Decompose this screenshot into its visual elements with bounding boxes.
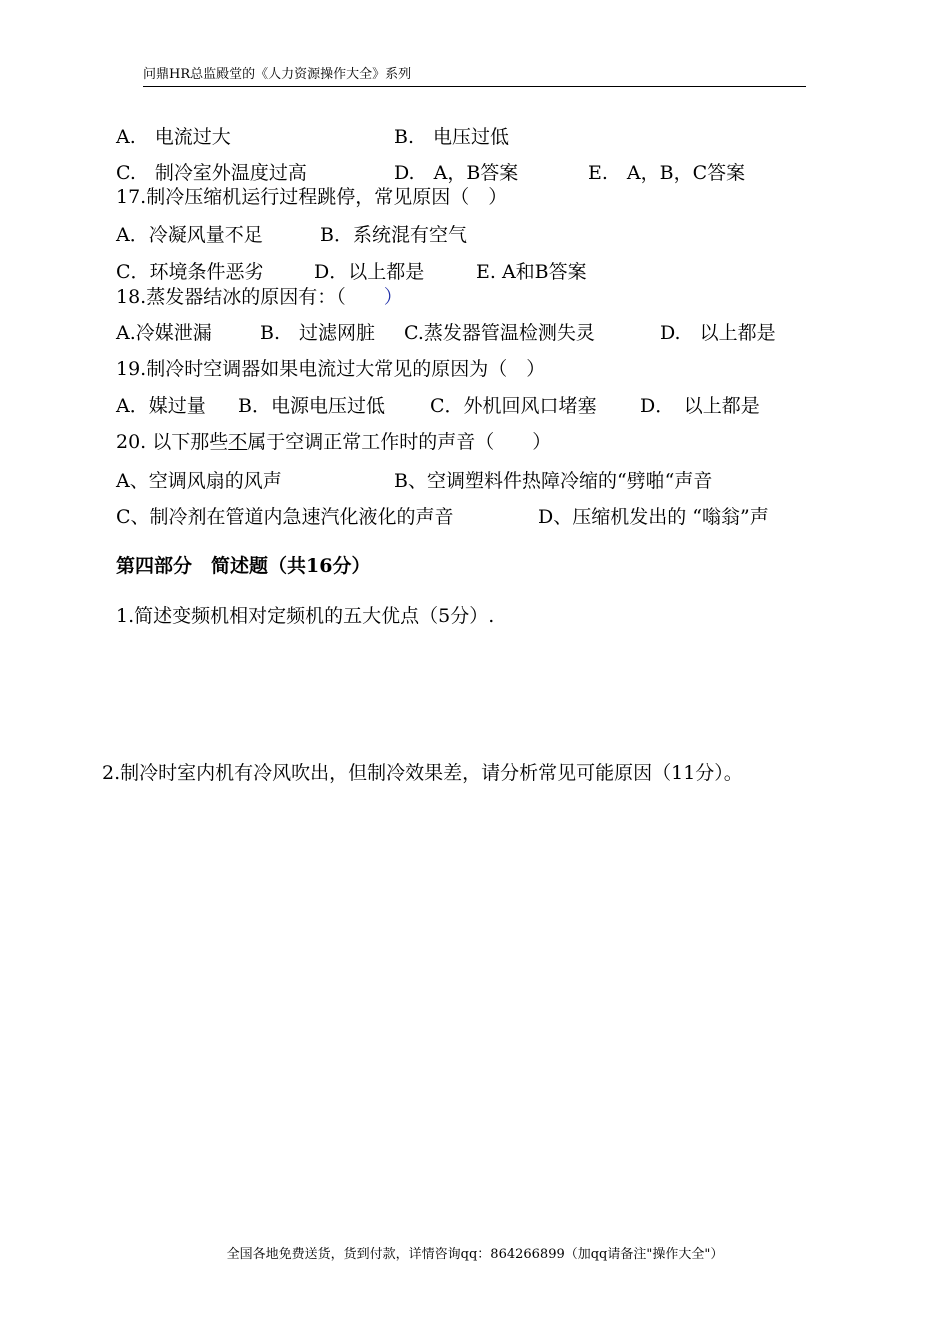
q19-option-c: C．外机回风口堵塞 bbox=[430, 395, 597, 417]
q16-option-d: D. A，B答案 bbox=[394, 162, 519, 184]
q17-option-d: D．以上都是 bbox=[314, 261, 425, 283]
q18-option-b: B. 过滤网脏 bbox=[260, 322, 376, 344]
header-text: 问鼎HR总监殿堂的《人力资源操作大全》系列 bbox=[143, 67, 412, 82]
q17-option-a: A．冷凝风量不足 bbox=[116, 224, 263, 246]
q19-question: 19.制冷时空调器如果电流过大常见的原因为（ ） bbox=[116, 358, 546, 380]
q17-option-c: C．环境条件恶劣 bbox=[116, 261, 264, 283]
q20-option-b: B、空调塑料件热障冷缩的“劈啪“声音 bbox=[394, 470, 713, 492]
q16-option-e: E. A，B，C答案 bbox=[588, 162, 746, 184]
q19-option-a: A．媒过量 bbox=[116, 395, 206, 417]
section4-title: 第四部分 简述题（共16分） bbox=[116, 555, 371, 577]
q16-option-a: A. 电流过大 bbox=[116, 126, 231, 148]
q18-question-text: 18.蒸发器结冰的原因有：（ bbox=[116, 286, 346, 308]
q20-option-a: A、空调风扇的风声 bbox=[116, 470, 282, 492]
q16-option-c: C. 制冷室外温度过高 bbox=[116, 162, 307, 184]
section4-question-2: 2.制冷时室内机有冷风吹出，但制冷效果差，请分析常见可能原因（11分）。 bbox=[102, 762, 743, 784]
q17-option-e: E. A和B答案 bbox=[476, 261, 587, 283]
section4-question-1: 1.简述变频机相对定频机的五大优点（5分）. bbox=[116, 605, 495, 627]
q20-question bbox=[116, 429, 551, 455]
q18-question bbox=[116, 284, 403, 310]
q20-option-d: D、压缩机发出的 “嗡翁”声 bbox=[538, 506, 769, 528]
q18-option-d: D. 以上都是 bbox=[660, 322, 776, 344]
q20-question-prefix: 20. 以下那些 bbox=[116, 431, 229, 453]
q16-option-b: B. 电压过低 bbox=[394, 126, 510, 148]
footer-text: 全国各地免费送货，货到付款，详情咨询qq：864266899（加qq请备注"操作大全"） bbox=[226, 1247, 724, 1262]
page-header bbox=[143, 66, 806, 87]
q18-option-c: C.蒸发器管温检测失灵 bbox=[404, 322, 595, 344]
q17-option-b: B．系统混有空气 bbox=[320, 224, 467, 246]
page-footer bbox=[0, 1246, 950, 1264]
q18-question-close: ） bbox=[383, 286, 403, 308]
q20-question-emphasis: 不 bbox=[228, 431, 248, 453]
q20-question-suffix: 属于空调正常工作时的声音（ ） bbox=[247, 431, 552, 453]
q20-option-c: C、制冷剂在管道内急速汽化液化的声音 bbox=[116, 506, 454, 528]
q19-option-b: B．电源电压过低 bbox=[238, 395, 385, 417]
q17-question: 17.制冷压缩机运行过程跳停，常见原因（ ） bbox=[116, 186, 508, 208]
q18-option-a: A.冷媒泄漏 bbox=[116, 322, 212, 344]
q19-option-d: D． 以上都是 bbox=[640, 395, 760, 417]
